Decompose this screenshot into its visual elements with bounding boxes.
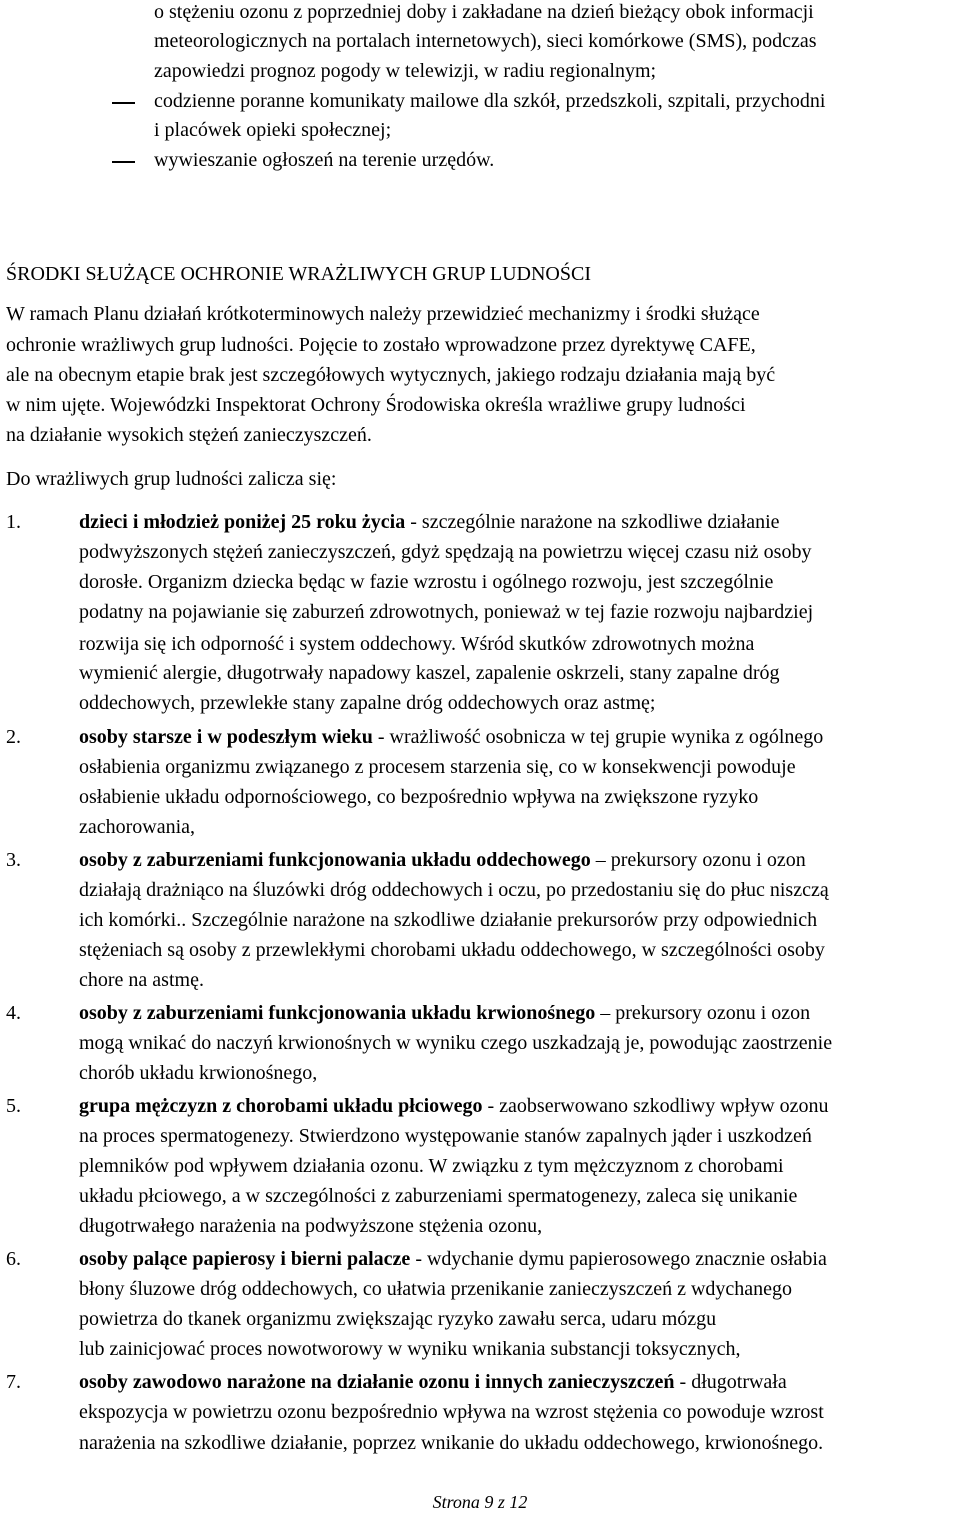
list-item-line: na proces spermatogenezy. Stwierdzono występowanie stanów zapalnych jąder i uszkodzeń [79,1125,812,1147]
group-name: grupa mężczyzn z chorobami układu płciowego [79,1095,483,1117]
list-item-line: długotrwałego narażenia na podwyższone stężenia ozonu, [79,1215,543,1237]
intro-line: o stężeniu ozonu z poprzedniej doby i zakładane na dzień bieżący obok informacji [154,1,814,23]
list-item-first-line [79,848,954,872]
list-item-line: powietrza do tkanek organizmu zwiększając ryzyko zawału serca, udaru mózgu [79,1308,717,1330]
list-item-line: podatny na pojawianie się zaburzeń zdrowotnych, ponieważ w tej fazie rozwoju najbardziej [79,601,814,623]
list-item-line: ekspozycja w powietrzu ozonu bezpośrednio wpływa na wzrost stężenia co powoduje wzrost [79,1401,824,1423]
group-name: osoby starsze i w podeszłym wieku [79,726,373,748]
paragraph-line: W ramach Planu działań krótkoterminowych należy przewidzieć mechanizmy i środki służące [6,303,760,325]
paragraph-line: ale na obecnym etapie brak jest szczegółowych wytycznych, jakiego rodzaju działania mają być [6,364,776,386]
page-number-footer: Strona 9 z 12 [432,1492,528,1512]
group-desc: - wdychanie dymu papierosowego znacznie osłabia [410,1248,827,1270]
list-item-line: wymienić alergie, długotrwały napadowy kaszel, zapalenie oskrzeli, stany zapalne dróg [79,662,780,684]
bullet-line: codzienne poranne komunikaty mailowe dla szkół, przedszkoli, szpitali, przychodni [154,90,826,112]
paragraph-line: w nim ujęte. Wojewódzki Inspektorat Ochrony Środowiska określa wrażliwe grupy ludności [6,394,746,416]
paragraph-line: na działanie wysokich stężeń zanieczyszczeń. [6,424,372,446]
list-item-line: mogą wnikać do naczyń krwionośnych w wyniku czego uszkadzają je, powodując zaostrzenie [79,1032,833,1054]
group-desc: - długotrwała [674,1371,787,1393]
list-item-first-line [79,1094,954,1118]
list-number: 2. [6,726,21,748]
section-heading: ŚRODKI SŁUŻĄCE OCHRONIE WRAŻLIWYCH GRUP LUDNOŚCI [6,263,591,285]
intro-line: meteorologicznych na portalach internetowych), sieci komórkowe (SMS), podczas [154,30,817,52]
group-name: osoby z zaburzeniami funkcjonowania układu oddechowego [79,849,591,871]
list-number: 5. [6,1095,21,1117]
list-item-line: błony śluzowe dróg oddechowych, co ułatwia przenikanie zanieczyszczeń z wdychanego [79,1278,793,1300]
group-desc: – prekursory ozonu i ozon [590,849,806,871]
intro-line: zapowiedzi prognoz pogody w telewizji, w radiu regionalnym; [154,60,657,82]
list-item-first-line [79,1001,954,1025]
list-item-line: działają drażniąco na śluzówki dróg oddechowych i oczu, po przedostaniu się do płuc niszczą [79,879,829,901]
list-item-first-line [79,1247,954,1271]
list-number: 3. [6,849,21,871]
list-number: 4. [6,1002,21,1024]
list-item-first-line [79,725,954,749]
group-desc: - szczególnie narażone na szkodliwe działanie [405,511,780,533]
list-number: 1. [6,511,21,533]
dash-bullet-icon [112,102,135,104]
group-name: osoby z zaburzeniami funkcjonowania układu krwionośnego [79,1002,596,1024]
list-intro: Do wrażliwych grup ludności zalicza się: [6,468,337,490]
list-item-line: podwyższonych stężeń zanieczyszczeń, gdyż spędzają na powietrzu więcej czasu niż osoby [79,541,812,563]
group-desc: – prekursory ozonu i ozon [595,1002,811,1024]
list-item-line: osłabienia organizmu związanego z procesem starzenia się, co w konsekwencji powoduje [79,756,796,778]
group-name: osoby palące papierosy i bierni palacze [79,1248,411,1270]
list-item-line: ich komórki.. Szczególnie narażone na szkodliwe działanie prekursorów przy odpowiednich [79,909,818,931]
list-number: 7. [6,1371,21,1393]
list-number: 6. [6,1248,21,1270]
list-item-first-line [79,510,954,534]
list-item-line: układu płciowego, a w szczególności z zaburzeniami spermatogenezy, zaleca się unikanie [79,1185,798,1207]
list-item-line: stężeniach są osoby z przewlekłymi chorobami układu oddechowego, w szczególności osoby [79,939,825,961]
list-item-line: oddechowych, przewlekłe stany zapalne dróg oddechowych oraz astmę; [79,692,656,714]
group-name: osoby zawodowo narażone na działanie ozonu i innych zanieczyszczeń [79,1371,675,1393]
list-item-line: narażenia na szkodliwe działanie, poprzez wnikanie do układu oddechowego, krwionośnego. [79,1432,824,1454]
group-desc: - wrażliwość osobnicza w tej grupie wynika z ogólnego [372,726,824,748]
list-item-first-line [79,1370,954,1394]
dash-bullet-icon [112,161,135,163]
group-name: dzieci i młodzież poniżej 25 roku życia [79,511,406,533]
list-item-line: dorosłe. Organizm dziecka będąc w fazie wzrostu i ogólnego rozwoju, jest szczególnie [79,571,774,593]
list-item-line: chore na astmę. [79,969,204,991]
list-item-line: plemników pod wpływem działania ozonu. W związku z tym mężczyznom z chorobami [79,1155,784,1177]
group-desc: - zaobserwowano szkodliwy wpływ ozonu [482,1095,829,1117]
list-item-line: zachorowania, [79,816,196,838]
list-item-line: lub zainicjować proces nowotworowy w wyniku wnikania substancji toksycznych, [79,1338,741,1360]
list-item-line: osłabienie układu odpornościowego, co bezpośrednio wpływa na zwiększone ryzyko [79,786,759,808]
list-item-line: chorób układu krwionośnego, [79,1062,318,1084]
bullet-line: wywieszanie ogłoszeń na terenie urzędów. [154,149,495,171]
list-item-line: rozwija się ich odporność i system oddechowy. Wśród skutków zdrowotnych można [79,633,755,655]
paragraph-line: ochronie wrażliwych grup ludności. Pojęcie to zostało wprowadzone przez dyrektywę CAFE, [6,334,756,356]
bullet-line: i placówek opieki społecznej; [154,119,392,141]
